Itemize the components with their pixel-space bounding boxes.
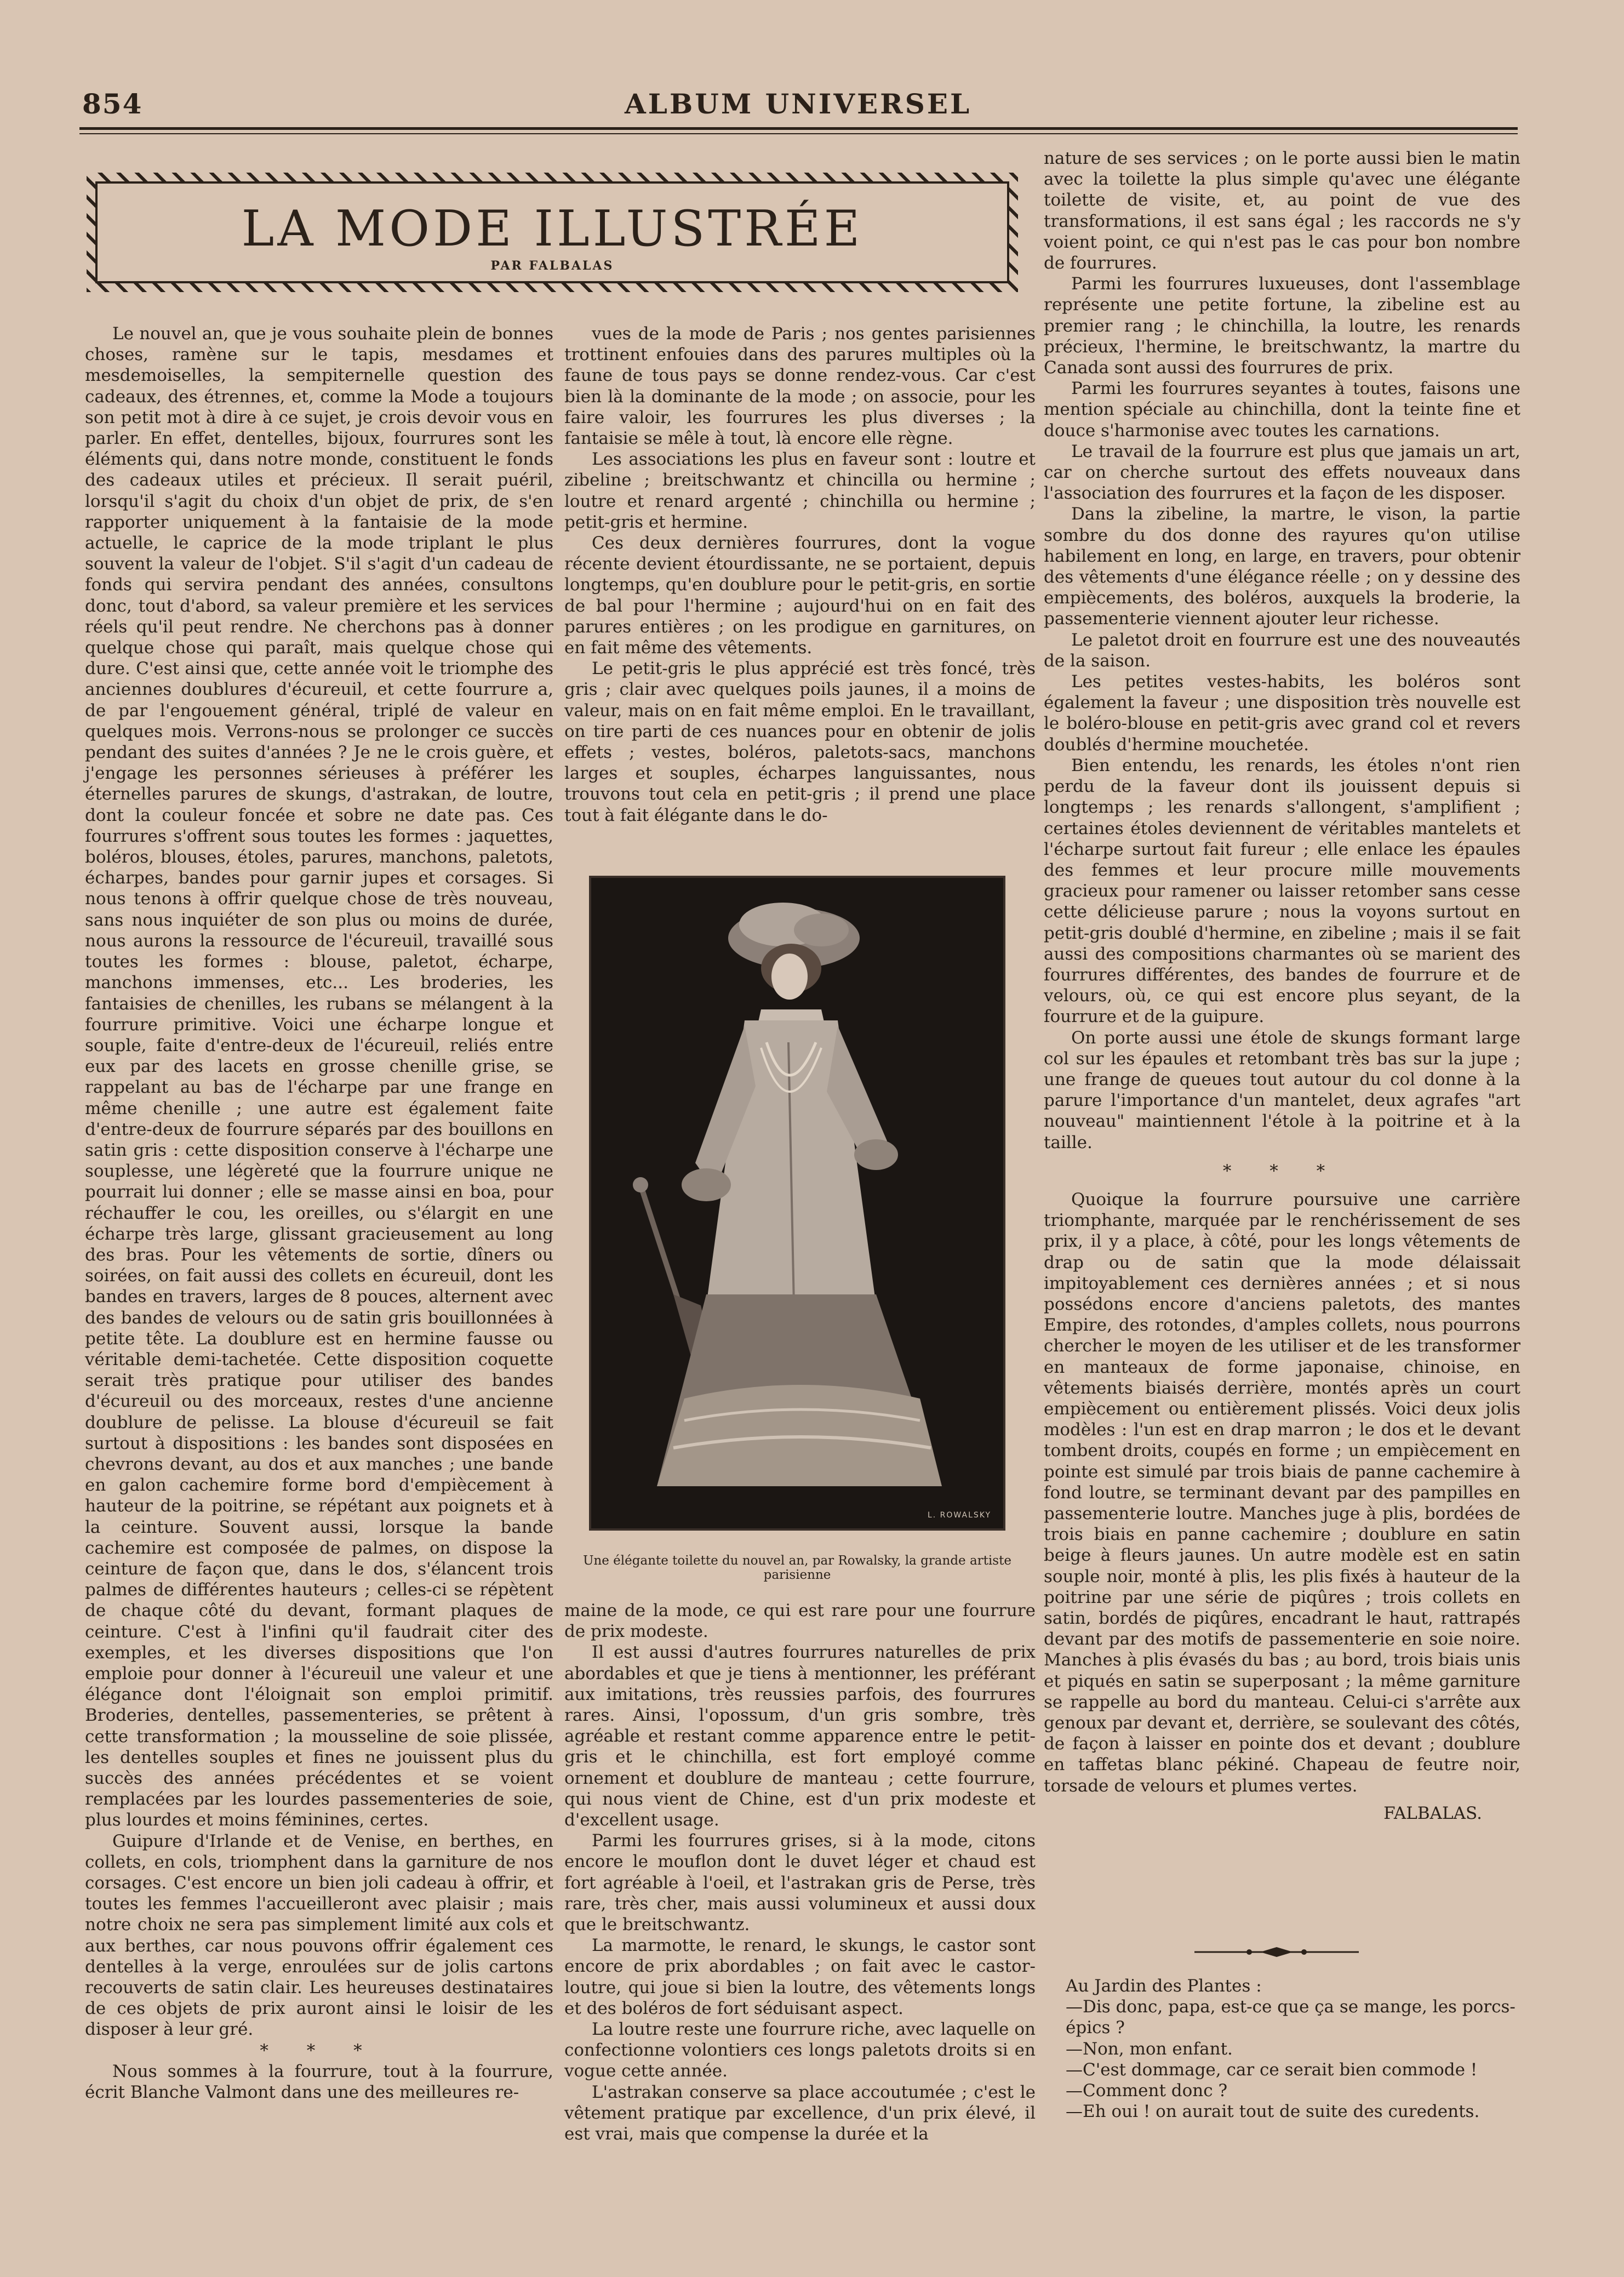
paragraph: Parmi les fourrures luxueuses, dont l'assemblage représente une petite fortune, la zibeline est au premier rang ; le chinchilla, la loutre, les renards précieux, l'hermine, le breitschwantz, la martre du Canada sont aussi des fourrures de prix. xyxy=(1044,274,1520,378)
paragraph: vues de la mode de Paris ; nos gentes parisiennes trottinent enfouies dans des parures multiples où la faune de tous pays se donne rendez-vous. Car c'est bien là la dominante de la mode ; on associe, pour les faire valoir, les fourrures les plus diverses ; la fantaisie se mêle à tout, là encore elle règne. xyxy=(564,324,1036,449)
anecdote-line: —Eh oui ! on aurait tout de suite des curedents. xyxy=(1066,2102,1480,2122)
paragraph: La loutre reste une fourrure riche, avec laquelle on confectionne volontiers ces longs paletots droits si en vogue cette année. xyxy=(564,2019,1036,2081)
anecdote-line: —Comment donc ? xyxy=(1066,2081,1228,2101)
paragraph: Le paletot droit en fourrure est une des nouveautés de la saison. xyxy=(1044,630,1520,671)
journal-title: ALBUM UNIVERSEL xyxy=(625,88,972,120)
paragraph: Bien entendu, les renards, les étoles n'ont rien perdu de la faveur dont ils jouissent depuis si longtemps ; les renards s'allongent, s'amplifient ; certaines étoles deviennent de véritables mantelets et l'écharpe surtout fait fureur ; elle enlace les épaules des femmes et leur procure mille mouvements gracieux pour ramener ou laisser retomber sans cesse cette délicieuse parure ; nous la voyons surtout en petit-gris doublé d'hermine, en zibeline ; mais il se fait aussi des compositions charmantes où se marient des fourrures différentes, des bandes de fourrure et de velours, où, ce qui est encore plus seyant, de la fourrure et de la guipure. xyxy=(1044,755,1520,1027)
page-number: 854 xyxy=(82,88,143,120)
paragraph: La marmotte, le renard, le skungs, le castor sont encore de prix abordables ; on fait avec le castor-loutre, qui joue si bien la loutre, des vêtements longs et des boléros de fort séduisant aspect. xyxy=(564,1936,1036,2018)
article-title: LA MODE ILLUSTRÉE xyxy=(241,200,864,258)
woman-in-coat-drawing xyxy=(591,878,1003,1528)
section-separator: * * * xyxy=(1222,1161,1342,1181)
anecdote-line: —Dis donc, papa, est-ce que ça se mange, les porcs-épics ? xyxy=(1066,1997,1516,2038)
paragraph: Parmi les fourrures grises, si à la mode, citons encore le mouflon dont le duvet léger et chaud est fort agréable à l'oeil, et l'astrakan gris de Perse, très rare, très cher, mais aussi volumineux et aussi doux que le breitschwantz. xyxy=(564,1831,1036,1935)
paragraph: Le petit-gris le plus apprécié est très foncé, très gris ; clair avec quelques poils jaunes, il a moins de valeur, mais on en fait même emploi. En le travaillant, on tire parti de ces nuances pour en obtenir de jolis effets ; vestes, boléros, paletots-sacs, manchons larges et souples, écharpes languissantes, nous trouvons tout cela en petit-gris ; il prend une place tout à fait élégante dans le do- xyxy=(564,659,1036,825)
paragraph: Parmi les fourrures seyantes à toutes, faisons une mention spéciale au chinchilla, dont la teinte fine et douce s'harmonise avec toutes les carnations. xyxy=(1044,379,1520,441)
column-1 xyxy=(85,323,553,2103)
column-2-bottom xyxy=(564,1600,1036,2144)
paragraph: Quoique la fourrure poursuive une carrière triomphante, marquée par le renchérissement de ses prix, il y a place, à côté, pour les longs vêtements de drap ou de satin que la mode délaissait impitoyablement ces dernières années ; et si nous possédons encore d'anciens paletots, des mantes Empire, des rotondes, d'amples collets, nous pourrons chercher le moyen de les utiliser et de les transformer en manteaux de forme japonaise, chinoise, en vêtements biaisés derrière, montés après un court empiècement ou entièrement plissés. Voici deux jolis modèles : l'un est en drap marron ; le dos et le devant tombent droits, coupés en forme ; un empiècement en pointe est simulé par trois biais de panne cachemire à fond loutre, se terminant devant par des pampilles en passementerie loutre. Manches juge à plis, bordées de trois biais en panne cachemire ; doublure en satin beige à fleurs jaunes. Un autre modèle est en satin souple noir, monté à plis, les plis fixés à hauteur de la poitrine par une série de piqûres ; trois collets en satin, bordés de piqûres, encadrant le haut, rattrapés devant par des motifs de passementerie en soie noire. Manches à plis évasés du bas ; au bord, trois biais unis et piqués en satin se superposant ; la même garniture se rappelle au bord du manteau. Celui-ci s'arrête aux genoux par devant et, derrière, se soulevant des côtés, de façon à laisser en pointe dos et devant ; doublure en taffetas blanc pékiné. Chapeau de feutre noir, torsade de velours et plumes vertes. xyxy=(1044,1189,1520,1796)
anecdote-line: —Non, mon enfant. xyxy=(1066,2039,1233,2059)
anecdote-line: Au Jardin des Plantes : xyxy=(1066,1976,1262,1996)
paragraph: maine de la mode, ce qui est rare pour une fourrure de prix modeste. xyxy=(564,1601,1036,1642)
header-rule xyxy=(79,127,1518,130)
paragraph: Le nouvel an, que je vous souhaite plein de bonnes choses, ramène sur le tapis, mesdames et mesdemoiselles, la sempiternelle question des cadeaux, des étrennes, et, comme la Mode a toujours son petit mot à dire à ce sujet, je crois devoir vous en parler. En effet, dentelles, bijoux, fourrures sont les éléments qui, dans notre monde, constituent le fonds des cadeaux utiles et précieux. Il serait puéril, lorsqu'il s'agit du choix d'un objet de prix, de s'en rapporter uniquement à la fantaisie de la mode actuelle, le caprice de la mode triplant le plus souvent la valeur de l'objet. S'il s'agit d'un cadeau de fonds qui servira pendant des années, consultons donc, tout d'abord, sa valeur première et les services réels qu'il peut rendre. Ne cherchons pas à donner quelque chose qui paraît, mais quelque chose qui dure. C'est ainsi que, cette année voit le triomphe des anciennes doublures d'écureuil, et cette fourrure a, de par l'engouement général, triplé de valeur en quelques mois. Verrons-nous se prolonger ce succès pendant des suites d'années ? Je ne le crois guère, et j'engage les personnes sérieuses à préférer les éternelles parures de skungs, d'astrakan, de loutre, dont la couleur foncée et sobre ne date pas. Ces fourrures s'offrent sous toutes les formes : jaquettes, boléros, blouses, étoles, parures, manchons, paletots, écharpes, bandes pour garnir jupes et corsages. Si nous tenons à offrir quelque chose de très nouveau, sans nous inquiéter de son plus ou moins de durée, nous aurons la ressource de l'écureuil, travaillé sous toutes les formes : blouse, paletot, écharpe, manchons immenses, etc... Les broderies, les fantaisies de chenilles, les rubans se mélangent à la fourrure primitive. Voici une écharpe longue et souple, faite d'entre-deux de l'écureuil, reliés entre eux par des lacets en grosse chenille grise, se rappelant au bas de l'écharpe par une frange en même chenille ; une autre est également faite d'entre-deux de fourrure séparés par des bouillons en satin gris : cette disposition conserve à l'écharpe une souplesse, une légèreté que la fourrure unique ne pourrait lui donner ; elle se masse ainsi en boa, pour réchauffer le cou, les oreilles, ou s'élargit en une écharpe très large, glissant gracieusement au long des bras. Pour les vêtements de sortie, dîners ou soirées, on fait aussi des collets en écureuil, dont les bandes en travers, larges de 8 pouces, alternent avec des bandes de velours ou de satin gris bouillonnées à petite tête. La doublure est en hermine fausse ou véritable demi-tachetée. Cette disposition coquette serait très pratique pour utiliser des bandes d'écureuil ou des morceaux, restes d'une ancienne doublure de pelisse. La blouse d'écureuil se fait surtout à dispositions : les bandes sont disposées en chevrons devant, au dos et aux manches ; une bande en galon cachemire forme bord d'empiècement à hauteur de la poitrine, se répétant aux poignets et à la ceinture. Souvent aussi, lorsque la bande cachemire est composée de palmes, on dispose la ceinture de façon que, dans le dos, s'élancent trois palmes de différentes hauteurs ; celles-ci se répètent de chaque côté du devant, formant plaques de ceinture. C'est à l'infini qu'il faudrait citer des exemples, et les diverses dispositions que l'on emploie pour donner à l'écureuil une valeur et une élégance dont l'éloignait son emploi primitif. Broderies, dentelles, passementeries, se prêtent à cette transformation ; la mousseline de soie plissée, les dentelles souples et fines ne jouissent plus du succès des années précédentes et se voient remplacées par les lourdes passementeries de soie, plus lourdes et moins féminines, certes. xyxy=(85,324,553,1830)
fashion-illustration xyxy=(589,876,1005,1531)
paragraph: L'astrakan conserve sa place accoutumée ; c'est le vêtement pratique par excellence, d'un prix élevé, il est vrai, mais que compense la durée et la xyxy=(564,2082,1036,2144)
section-separator: * * * xyxy=(260,2040,379,2061)
paragraph: Il est aussi d'autres fourrures naturelles de prix abordables et que je tiens à mentionner, les préférant aux imitations, très reussies parfois, des fourrures rares. Ainsi, l'opossum, d'un gris sombre, très agréable et restant comme apparence entre le petit-gris et le chinchilla, est fort employé comme ornement et doublure de manteau ; cette fourrure, qui nous vient de Chine, est d'un prix modeste et d'excellent usage. xyxy=(564,1642,1036,1830)
ornamental-divider xyxy=(1194,1945,1359,1959)
paragraph: Guipure d'Irlande et de Venise, en berthes, en collets, en cols, triomphent dans la garniture de nos corsages. C'est encore un bien joli cadeau à offrir, et toutes les femmes l'accueilleront avec plaisir ; mais notre choix ne sera pas simplement limité aux cols et aux berthes, car nous pouvons offrir également ces dentelles à la verge, enroulées sur de jolis cartons recouverts de satin clair. Les heureuses destinataires de ces objets de prix auront ainsi le loisir de les disposer à leur gré. xyxy=(85,1831,553,2040)
author-signature: FALBALAS. xyxy=(1383,1803,1482,1823)
paragraph: Les associations les plus en faveur sont : loutre et zibeline ; breitschwantz et chincilla ou hermine ; loutre et renard argenté ; chinchilla ou hermine ; petit-gris et hermine. xyxy=(564,449,1036,532)
header-rule-thin xyxy=(79,133,1518,134)
paragraph: Les petites vestes-habits, les boléros sont également la faveur ; une disposition très nouvelle est le boléro-blouse en petit-gris avec grand col et revers doublés d'hermine mouchetée. xyxy=(1044,672,1520,755)
paragraph: Dans la zibeline, la martre, le vison, la partie sombre du dos donne des rayures qu'on utilise habilement en long, en large, en travers, pour obtenir des vêtements d'une élégance réelle ; on y dessine des empiècements, des boléros, auxquels la broderie, la passementerie viennent ajouter leur richesse. xyxy=(1044,504,1520,629)
column-2-top xyxy=(564,323,1036,826)
title-frame xyxy=(87,173,1018,292)
paragraph: On porte aussi une étole de skungs formant large col sur les épaules et retombant très bas sur la jupe ; une frange de queues tout autour du col donne à la parure l'importance d'un mantelet, deux agrafes "art nouveau" maintiennent l'étole à la poitrine et à la taille. xyxy=(1044,1028,1520,1152)
anecdote xyxy=(1066,1976,1520,2122)
article-byline: PAR FALBALAS xyxy=(490,259,614,273)
anecdote-line: —C'est dommage, car ce serait bien commode ! xyxy=(1066,2059,1478,2080)
paragraph: nature de ses services ; on le porte aussi bien le matin avec la toilette la plus simple qu'avec une élégante toilette de visite, et, au point de vue des transformations, il est sans égal ; les raccords ne s'y voient point, ce qui n'est pas le cas pour bon nombre de fourrures. xyxy=(1044,149,1520,273)
title-panel xyxy=(95,181,1009,283)
paragraph: Ces deux dernières fourrures, dont la vogue récente devient étourdissante, ne se portaient, depuis longtemps, qu'en doublure pour le petit-gris, en sortie de bal pour l'hermine ; aujourd'hui on en fait des parures entières ; on les prodigue en garnitures, on en fait même des vêtements. xyxy=(564,533,1036,658)
column-3 xyxy=(1044,148,1520,1824)
paragraph: Le travail de la fourrure est plus que jamais un art, car on cherche surtout des effets nouveaux dans l'association des fourrures et la façon de les disposer. xyxy=(1044,441,1520,504)
figure-caption: Une élégante toilette du nouvel an, par Rowalsky, la grande artiste parisienne xyxy=(583,1554,1011,1582)
paragraph: Nous sommes à la fourrure, tout à la fourrure, écrit Blanche Valmont dans une des meilleures re- xyxy=(85,2061,553,2103)
illustrator-signature: L. ROWALSKY xyxy=(927,1511,991,1520)
